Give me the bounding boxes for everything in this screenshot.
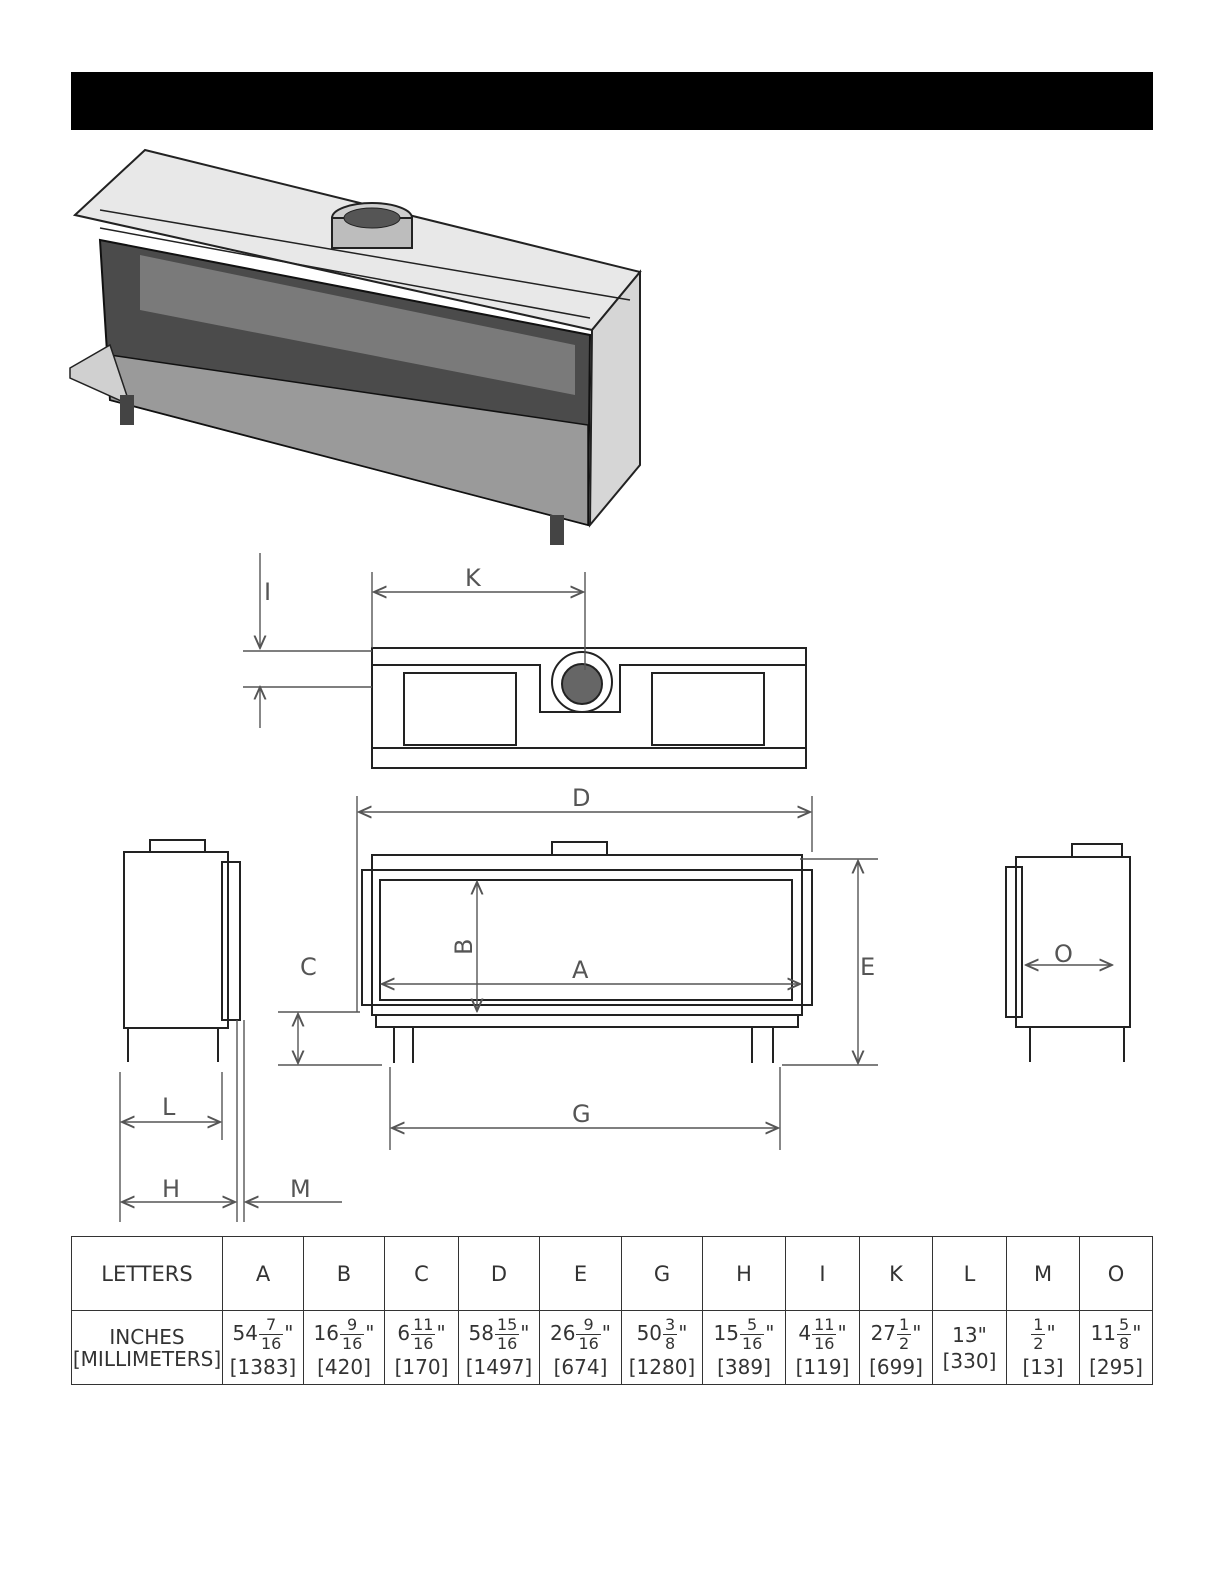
header-c: C [385, 1237, 459, 1311]
isometric-view [70, 150, 640, 545]
row-label-mm: [MILLIMETERS] [72, 1346, 222, 1371]
header-e: E [540, 1237, 622, 1311]
header-letters: LETTERS [72, 1237, 223, 1311]
header-h: H [703, 1237, 786, 1311]
dim-label-g: G [572, 1100, 591, 1128]
header-m: M [1007, 1237, 1080, 1311]
dimensions-table [71, 1236, 1153, 1385]
dim-label-o: O [1054, 940, 1073, 968]
dim-label-m: M [290, 1175, 311, 1203]
value-cell-c: 6 $\frac{11}{16}$ " [170] [385, 1311, 459, 1385]
dim-label-b: B [450, 938, 478, 955]
value-cell-e: 26 $\frac{9}{16}$ " [674] [540, 1311, 622, 1385]
left-side-view [124, 840, 240, 1062]
table-value-row [72, 1311, 1153, 1385]
value-cell-d: 58 $\frac{15}{16}$ " [1497] [459, 1311, 540, 1385]
value-cell-a: 54 $\frac{7}{16}$ " [1383] [223, 1311, 304, 1385]
dimension-labels [162, 564, 1073, 1203]
row-label-inches: INCHES [109, 1324, 185, 1349]
header-b: B [304, 1237, 385, 1311]
dim-label-e: E [860, 953, 876, 981]
value-cell-l: 13" [330] [933, 1311, 1007, 1385]
dim-label-d: D [572, 784, 591, 812]
value-cell-i: 4 $\frac{11}{16}$ " [119] [786, 1311, 860, 1385]
table-header-row [72, 1237, 1153, 1311]
header-d: D [459, 1237, 540, 1311]
value-cell-g: 50 $\frac{3}{8}$ " [1280] [622, 1311, 703, 1385]
header-a: A [223, 1237, 304, 1311]
header-l: L [933, 1237, 1007, 1311]
dim-label-c: C [300, 953, 317, 981]
front-view [362, 842, 812, 1063]
dim-label-h: H [162, 1175, 181, 1203]
header-o: O [1080, 1237, 1153, 1311]
dim-label-i: I [264, 578, 272, 606]
value-cell-o: 11 $\frac{5}{8}$ " [295] [1080, 1311, 1153, 1385]
value-cell-b: 16 $\frac{9}{16}$ " [420] [304, 1311, 385, 1385]
header-g: G [622, 1237, 703, 1311]
dimension-lines [120, 553, 1112, 1222]
row-label [72, 1311, 223, 1385]
header-k: K [860, 1237, 933, 1311]
value-cell-m: $\frac{1}{2}$ " [13] [1007, 1311, 1080, 1385]
top-view [372, 648, 806, 768]
dim-label-l: L [162, 1093, 176, 1121]
value-cell-h: 15 $\frac{5}{16}$ " [389] [703, 1311, 786, 1385]
dim-label-a: A [572, 956, 589, 984]
value-cell-k: 27 $\frac{1}{2}$ " [699] [860, 1311, 933, 1385]
dim-label-k: K [465, 564, 481, 592]
header-i: I [786, 1237, 860, 1311]
